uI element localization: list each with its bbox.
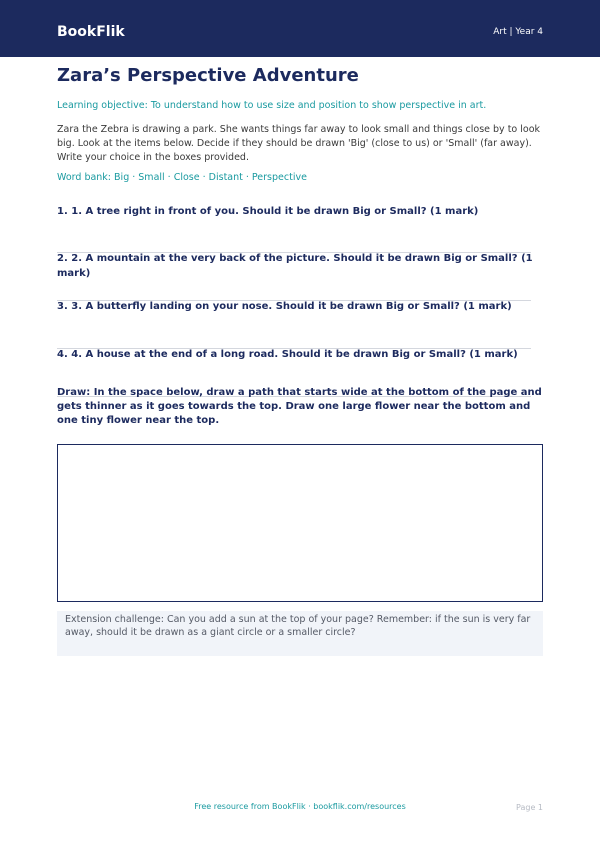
intro-paragraph: Zara the Zebra is drawing a park. She wants things far away to look small and things close by to look big. Look at the items below. Decide if they should be drawn 'Big' (close to us) or 'Small' (far away). Write your choice in the boxes provided. xyxy=(57,124,541,163)
question-1: 1. 1. A tree right in front of you. Should it be drawn Big or Small? (1 mark) xyxy=(57,206,479,217)
extension-challenge: Extension challenge: Can you add a sun at the top of your page? Remember: if the sun is very far away, should it be drawn as a giant circle or a smaller circle? xyxy=(57,611,543,656)
word-bank: Word bank: Big · Small · Close · Distant · Perspective xyxy=(57,172,307,183)
learning-objective: Learning objective: To understand how to use size and position to show perspective in art. xyxy=(57,100,487,111)
brand-logo: BookFlik xyxy=(57,24,125,40)
worksheet-title: Zara’s Perspective Adventure xyxy=(57,65,359,86)
question-4: 4. 4. A house at the end of a long road. Should it be drawn Big or Small? (1 mark) xyxy=(57,349,518,360)
header-bar xyxy=(0,0,600,57)
question-3: 3. 3. A butterfly landing on your nose. Should it be drawn Big or Small? (1 mark) xyxy=(57,301,512,312)
subject-year-label: Art | Year 4 xyxy=(493,27,543,37)
footer-credit: Free resource from BookFlik · bookflik.com/resources xyxy=(194,802,406,811)
page-number: Page 1 xyxy=(516,803,543,812)
question-2: 2. 2. A mountain at the very back of the picture. Should it be drawn Big or Small? (1 mark) xyxy=(57,253,533,279)
drawing-area[interactable] xyxy=(57,444,543,602)
drawing-prompt: Draw: In the space below, draw a path that starts wide at the bottom of the page and gets thinner as it goes towards the top. Draw one large flower near the bottom and one tiny flower near the top. xyxy=(57,387,542,426)
